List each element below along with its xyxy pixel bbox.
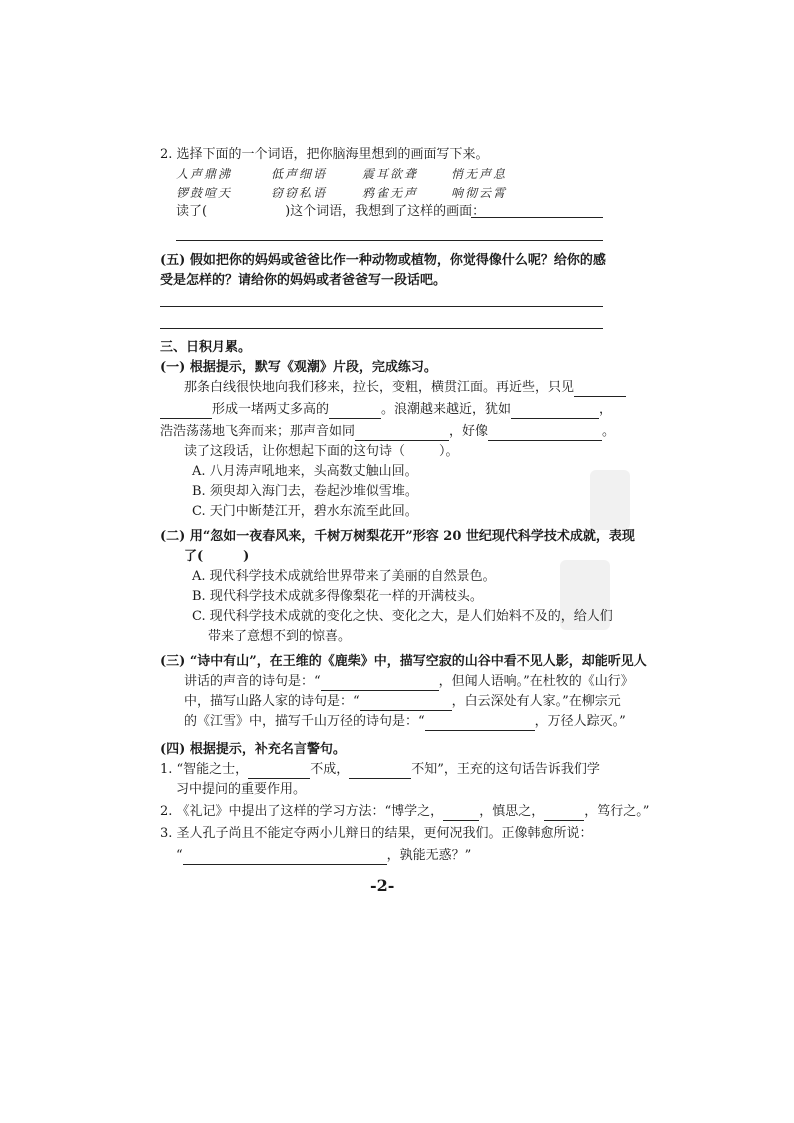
- fill-blank[interactable]: [355, 426, 449, 441]
- word-option: 锣鼓喧天: [176, 186, 233, 200]
- s3-line3: [184, 693, 621, 711]
- s1-p3c-text: 。: [602, 424, 616, 439]
- s1-p2b-text: 。浪潮越来越近，犹如: [381, 402, 512, 417]
- answer-line[interactable]: [160, 328, 603, 329]
- s2-line2: [184, 548, 249, 566]
- scan-smudge: [590, 470, 630, 530]
- s1-p3a-text: 浩浩荡荡地飞奔而来；那声音如同: [160, 424, 356, 439]
- fill-blank[interactable]: [160, 404, 212, 419]
- fill-blank[interactable]: [321, 676, 439, 691]
- s2-option-a: A. 现代科学技术成就给世界带来了美丽的自然景色。: [192, 569, 496, 584]
- s4-item3-cont: [176, 847, 471, 865]
- s4-i2a: 2. 《礼记》中提出了这样的学习方法：“博学之，: [160, 804, 444, 819]
- fill-blank[interactable]: [443, 806, 479, 821]
- word-option: 低声细语: [271, 167, 328, 181]
- s4-i1a: 1. “智能之士，: [160, 762, 249, 777]
- s1-question: [184, 443, 459, 461]
- s4-i3b: “: [176, 848, 183, 863]
- word-option: 鸦雀无声: [362, 186, 419, 200]
- word-option: 响彻云霄: [451, 186, 508, 200]
- s4-heading: (四) 根据提示，补充名言警句。: [160, 742, 346, 757]
- page-number: -2-: [370, 876, 395, 895]
- fill-blank[interactable]: [425, 716, 535, 731]
- s4-item3: 3. 圣人孔子尚且不能定夺两小儿辩日的结果，更何况我们。正像韩愈所说：: [160, 826, 593, 841]
- s2-option-b: B. 现代科学技术成就多得像梨花一样的开满枝头。: [192, 589, 483, 604]
- word-option: 震耳欲聋: [362, 167, 419, 181]
- s1-p1-text: 那条白线很快地向我们移来，拉长，变粗，横贯江面。再近些，只见: [184, 380, 575, 395]
- answer-line[interactable]: [471, 217, 603, 218]
- s1-option-c: C. 天门中断楚江开，碧水东流至此回。: [192, 504, 418, 519]
- s1-p3b-text: ，好像: [449, 424, 489, 439]
- q2-fill-prefix: 读了(: [176, 204, 208, 219]
- s3-line4b-text: ，万径人踪灭。”: [534, 714, 626, 729]
- s4-item1-cont: 习中提问的重要作用。: [176, 782, 307, 797]
- s2-line1: (二) 用“忽如一夜春风来，千树万树梨花开”形容 20 世纪现代科学技术成就，表现: [160, 529, 635, 544]
- s2-line2a: 了(: [184, 549, 204, 564]
- s4-i2b: ，慎思之，: [479, 804, 545, 819]
- s3-line4-text: 的《江雪》中，描写千山万径的诗句是：“: [184, 714, 425, 729]
- s4-i2c: ，笃行之。”: [584, 804, 650, 819]
- s4-item1: [160, 761, 600, 779]
- s1-paragraph: [160, 423, 615, 441]
- part3-heading: 三、日积月累。: [160, 340, 252, 355]
- s3-line2b-text: ，但闻人语响。”在杜牧的《山行》: [438, 674, 634, 689]
- s4-i1c: 不知”，王充的这句话告诉我们学: [411, 762, 600, 777]
- word-option: 窃窃私语: [271, 186, 328, 200]
- fill-blank[interactable]: [544, 806, 584, 821]
- fill-blank[interactable]: [574, 382, 626, 397]
- fill-blank[interactable]: [349, 764, 411, 779]
- s2-option-c: C. 现代科学技术成就的变化之快、变化之大，是人们始料不及的，给人们: [192, 609, 613, 624]
- q2-fill-line: [176, 203, 485, 221]
- s2-line2b: ): [243, 549, 250, 564]
- word-option: 悄无声息: [451, 167, 508, 181]
- s1-question-end: ）。: [439, 444, 459, 459]
- answer-line[interactable]: [176, 240, 603, 241]
- s1-paragraph: [184, 379, 626, 397]
- fill-blank[interactable]: [488, 426, 602, 441]
- fill-blank[interactable]: [329, 404, 381, 419]
- s1-option-b: B. 须臾却入海门去，卷起沙堆似雪堆。: [192, 484, 418, 499]
- s3-line1: (三) “诗中有山”，在王维的《鹿柴》中，描写空寂的山谷中看不见人影，却能听见人: [160, 654, 647, 669]
- s2-option-c-cont: 带来了意想不到的惊喜。: [208, 629, 352, 644]
- s1-p2c-text: ，: [599, 402, 613, 417]
- fill-blank[interactable]: [360, 696, 452, 711]
- s1-p2a-text: 形成一堵两丈多高的: [212, 402, 330, 417]
- answer-line[interactable]: [160, 306, 603, 307]
- fill-blank[interactable]: [248, 764, 310, 779]
- q2-fill-suffix: )这个词语，我想到了这样的画面：: [285, 204, 486, 219]
- s1-option-a: A. 八月涛声吼地来，头高数丈触山回。: [192, 464, 418, 479]
- s3-line2-text: 讲话的声音的诗句是：“: [184, 674, 321, 689]
- word-option: 人声鼎沸: [176, 167, 233, 181]
- s1-question-text: 读了这段话，让你想起下面的这句诗（: [184, 444, 406, 459]
- s3-line3b-text: ，白云深处有人家。”在柳宗元: [451, 694, 621, 709]
- fill-blank[interactable]: [183, 850, 387, 865]
- s4-item2: [160, 803, 649, 821]
- s3-line4: [184, 713, 626, 731]
- s3-line2: [184, 673, 634, 691]
- section5-line2: 受是怎样的？请给你的妈妈或者爸爸写一段话吧。: [160, 273, 447, 288]
- s1-paragraph: [160, 401, 612, 419]
- section5-line1: (五) 假如把你的妈妈或爸爸比作一种动物或植物，你觉得像什么呢？给你的感: [160, 253, 606, 268]
- s1-heading: (一) 根据提示，默写《观潮》片段，完成练习。: [160, 360, 437, 375]
- s3-line3-text: 中，描写山路人家的诗句是：“: [184, 694, 360, 709]
- fill-blank[interactable]: [511, 404, 599, 419]
- s4-i3c: ，孰能无惑？”: [386, 848, 472, 863]
- s4-i1b: 不成，: [310, 762, 350, 777]
- q2-prompt: 2. 选择下面的一个词语，把你脑海里想到的画面写下来。: [160, 147, 489, 162]
